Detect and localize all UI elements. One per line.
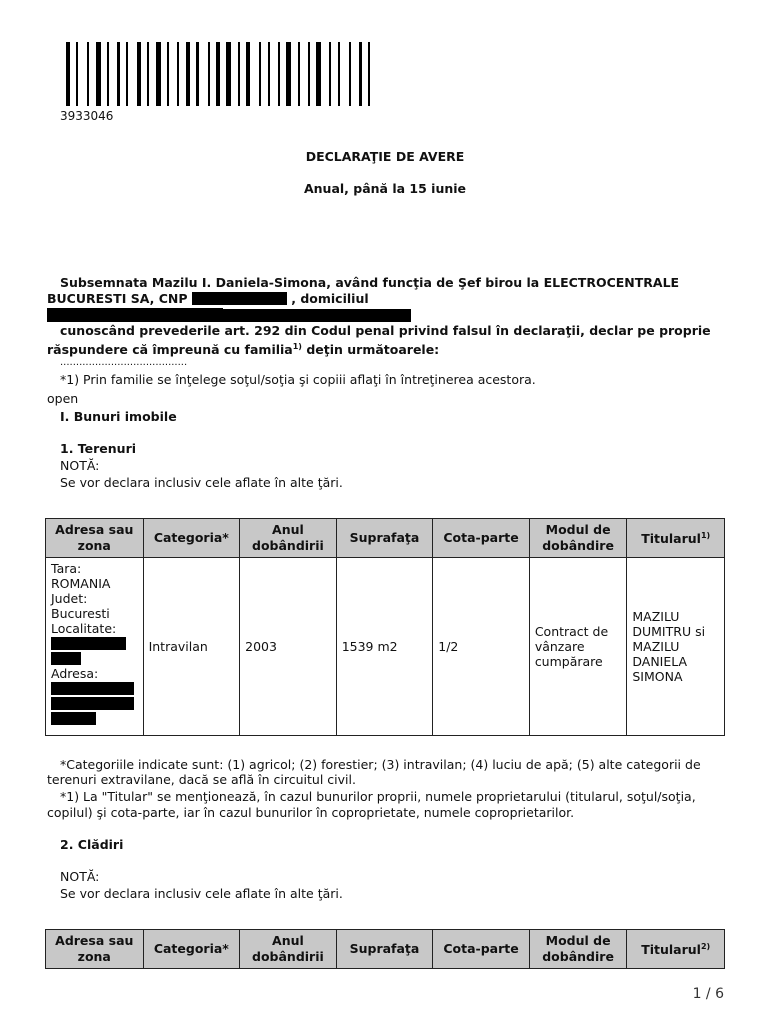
redaction-box bbox=[47, 308, 223, 321]
col-header-area: Suprafaţa bbox=[336, 930, 433, 969]
land-table bbox=[45, 518, 725, 736]
col-header-address: Adresa sau zona bbox=[46, 930, 144, 969]
land-note-label: NOTĂ: bbox=[60, 458, 100, 473]
footnote-titular-cont: copilul) şi cota-parte, iar în cazul bunurilor în coproprietate, numele coproprietarilor. bbox=[47, 805, 575, 820]
intro-line-4: răspundere că împreună cu familia$^{1)}$ deţin următoarele: bbox=[47, 342, 440, 358]
intro-line-3: cunoscând prevederile art. 292 din Codul penal privind falsul în declaraţii, declar pe proprie bbox=[60, 323, 711, 338]
cell-address: Tara: ROMANIA Judet: Bucuresti Localitate: Adresa: bbox=[46, 558, 144, 736]
land-note-text: Se vor declara inclusiv cele aflate în alte ţări. bbox=[60, 475, 343, 490]
buildings-note-text: Se vor declara inclusiv cele aflate în alte ţări. bbox=[60, 886, 343, 901]
cell-year: 2003 bbox=[240, 558, 337, 736]
barcode-bar bbox=[308, 42, 310, 106]
footnote-titular: *1) La "Titular" se menţionează, în cazul bunurilor proprii, numele proprietarului (titularul, soţul/soţia, bbox=[60, 789, 696, 804]
col-header-area: Suprafaţa bbox=[336, 519, 433, 558]
redaction-box bbox=[51, 652, 81, 665]
barcode-bar bbox=[66, 42, 70, 106]
barcode-bar bbox=[137, 42, 141, 106]
barcode-bar bbox=[286, 42, 291, 106]
col-header-owner: Titularul$^{1)}$ bbox=[627, 519, 725, 558]
document-number: 3933046 bbox=[60, 109, 114, 123]
barcode-bar bbox=[368, 42, 370, 106]
table-header-row bbox=[46, 519, 725, 558]
col-header-mode: Modul de dobândire bbox=[529, 519, 627, 558]
col-header-year: Anul dobândirii bbox=[240, 930, 337, 969]
page-indicator: 1 / 6 bbox=[692, 986, 724, 1002]
redaction-box bbox=[51, 697, 134, 710]
barcode-bar bbox=[259, 42, 261, 106]
barcode-bar bbox=[359, 42, 362, 106]
buildings-note-label: NOTĂ: bbox=[60, 869, 100, 884]
barcode-bar bbox=[216, 42, 220, 106]
barcode-bar bbox=[117, 42, 120, 106]
open-label: open bbox=[47, 391, 79, 406]
document-title: DECLARAŢIE DE AVERE bbox=[305, 149, 465, 164]
intro-dots: ........................................ bbox=[60, 357, 188, 368]
barcode-bar bbox=[177, 42, 179, 106]
col-header-address: Adresa sau zona bbox=[46, 519, 144, 558]
cell-category: Intravilan bbox=[143, 558, 240, 736]
cell-owner: MAZILU DUMITRU si MAZILU DANIELA SIMONA bbox=[627, 558, 725, 736]
barcode-bar bbox=[338, 42, 340, 106]
col-header-mode: Modul de dobândire bbox=[529, 930, 627, 969]
footnote-categories: *Categoriile indicate sunt: (1) agricol; (2) forestier; (3) intravilan; (4) luciu de apă; (5) alte categorii de bbox=[60, 757, 701, 772]
barcode-bar bbox=[186, 42, 190, 106]
section-heading: I. Bunuri imobile bbox=[60, 409, 177, 424]
redaction-box bbox=[51, 637, 126, 650]
col-header-owner: Titularul$^{2)}$ bbox=[627, 930, 725, 969]
barcode-bar bbox=[147, 42, 149, 106]
table-header-row bbox=[46, 930, 725, 969]
col-header-share: Cota-parte bbox=[433, 519, 530, 558]
cell-mode: Contract de vânzare cumpărare bbox=[529, 558, 627, 736]
barcode-bar bbox=[107, 42, 109, 106]
barcode-bar bbox=[329, 42, 331, 106]
col-header-year: Anul dobândirii bbox=[240, 519, 337, 558]
intro-line-1: Subsemnata Mazilu I. Daniela-Simona, având funcţia de Şef birou la ELECTROCENTRALE bbox=[60, 275, 680, 290]
barcode-bar bbox=[238, 42, 240, 106]
cell-area: 1539 m2 bbox=[336, 558, 433, 736]
barcode-bar bbox=[167, 42, 169, 106]
intro-domicile-label: , domiciliul bbox=[291, 291, 369, 306]
col-header-category: Categoria* bbox=[143, 519, 240, 558]
barcode-bar bbox=[278, 42, 280, 106]
barcode-bar bbox=[316, 42, 321, 106]
redaction-box bbox=[192, 292, 287, 305]
intro-redaction-line bbox=[47, 306, 727, 323]
redaction-box bbox=[51, 682, 134, 695]
land-subheading: 1. Terenuri bbox=[60, 441, 137, 456]
barcode-bar bbox=[87, 42, 89, 106]
barcode-bar bbox=[298, 42, 300, 106]
buildings-table bbox=[45, 929, 725, 969]
col-header-share: Cota-parte bbox=[433, 930, 530, 969]
footnote-categories-cont: terenuri extravilane, dacă se află în circuitul civil. bbox=[47, 772, 356, 787]
barcode-bar bbox=[126, 42, 128, 106]
barcode-bar bbox=[96, 42, 101, 106]
barcode-bar bbox=[208, 42, 210, 106]
barcode-bar bbox=[246, 42, 250, 106]
intro-cnp-label: BUCURESTI SA, CNP bbox=[47, 291, 188, 306]
redaction-box bbox=[51, 712, 96, 725]
col-header-category: Categoria* bbox=[143, 930, 240, 969]
barcode-bar bbox=[76, 42, 78, 106]
barcode-bar bbox=[268, 42, 270, 106]
cell-share: 1/2 bbox=[433, 558, 530, 736]
table-row bbox=[46, 558, 725, 736]
barcode-image bbox=[66, 42, 416, 106]
document-subtitle: Anual, până la 15 iunie bbox=[303, 181, 467, 196]
buildings-subheading: 2. Clădiri bbox=[60, 837, 124, 852]
barcode-bar bbox=[196, 42, 199, 106]
family-note: *1) Prin familie se înţelege soţul/soţia şi copiii aflaţi în întreţinerea acestora. bbox=[60, 372, 536, 387]
barcode-bar bbox=[226, 42, 231, 106]
barcode-bar bbox=[349, 42, 351, 106]
barcode-bar bbox=[156, 42, 161, 106]
